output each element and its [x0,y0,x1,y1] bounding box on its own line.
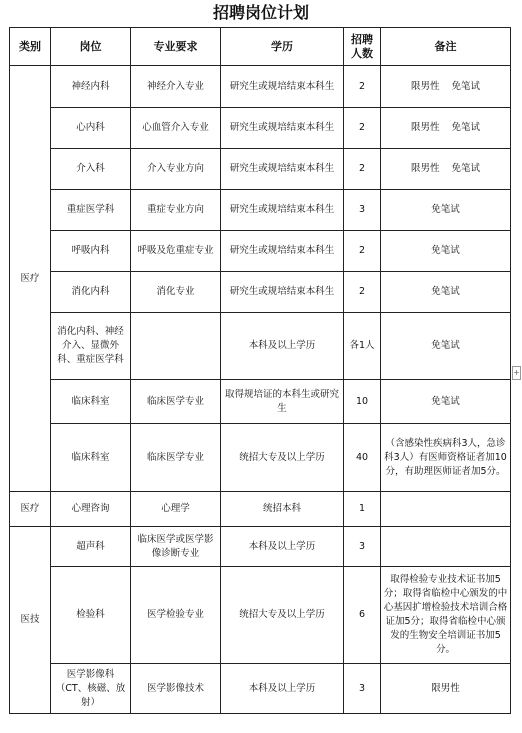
count-cell: 40 [344,424,381,492]
education-cell: 本科及以上学历 [221,313,344,380]
major-cell: 重症专业方向 [131,190,221,231]
education-cell: 本科及以上学历 [221,527,344,567]
remark-cell: 免笔试 [381,190,511,231]
position-cell: 介入科 [51,149,131,190]
table-row [10,527,511,567]
count-cell: 各1人 [344,313,381,380]
major-cell: 心理学 [131,492,221,527]
position-cell: 超声科 [51,527,131,567]
position-cell: 检验科 [51,567,131,664]
count-cell: 2 [344,149,381,190]
remark-cell: 免笔试 [381,272,511,313]
remark-cell: 免笔试 [381,231,511,272]
header-category: 类别 [10,28,51,66]
position-cell: 临床科室 [51,380,131,424]
table-row [10,149,511,190]
count-cell: 2 [344,272,381,313]
position-cell: 消化内科、神经介入、显微外科、重症医学科 [51,313,131,380]
header-count: 招聘人数 [344,28,381,66]
category-cell: 医技 [10,527,51,714]
education-cell: 统招大专及以上学历 [221,567,344,664]
remark-cell [381,492,511,527]
major-cell [131,313,221,380]
table-row [10,313,511,380]
count-cell: 2 [344,108,381,149]
table-row [10,272,511,313]
remark-cell: 限男性 [381,664,511,714]
position-cell: 心理咨询 [51,492,131,527]
count-cell: 3 [344,190,381,231]
remark-cell: 免笔试 [381,380,511,424]
table-row [10,664,511,714]
header-remark: 备注 [381,28,511,66]
table-row [10,424,511,492]
education-cell: 研究生或规培结束本科生 [221,272,344,313]
education-cell: 统招大专及以上学历 [221,424,344,492]
education-cell: 研究生或规培结束本科生 [221,231,344,272]
position-cell: 神经内科 [51,66,131,108]
position-cell: 呼吸内科 [51,231,131,272]
count-cell: 6 [344,567,381,664]
table-row [10,190,511,231]
table-row [10,66,511,108]
header-row [10,28,511,66]
expand-handle-icon[interactable]: + [512,366,521,380]
education-cell: 研究生或规培结束本科生 [221,190,344,231]
table-row [10,231,511,272]
category-cell: 医疗 [10,66,51,492]
education-cell: 取得规培证的本科生或研究生 [221,380,344,424]
major-cell: 临床医学或医学影像诊断专业 [131,527,221,567]
table-row [10,380,511,424]
major-cell: 神经介入专业 [131,66,221,108]
education-cell: 研究生或规培结束本科生 [221,149,344,190]
header-position: 岗位 [51,28,131,66]
page-title: 招聘岗位计划 [212,3,309,22]
major-cell: 临床医学专业 [131,424,221,492]
count-cell: 2 [344,66,381,108]
major-cell: 消化专业 [131,272,221,313]
header-education: 学历 [221,28,344,66]
major-cell: 医学影像技术 [131,664,221,714]
count-cell: 3 [344,664,381,714]
remark-cell: 限男性 免笔试 [381,108,511,149]
position-cell: 重症医学科 [51,190,131,231]
header-major: 专业要求 [131,28,221,66]
education-cell: 研究生或规培结束本科生 [221,66,344,108]
count-cell: 1 [344,492,381,527]
count-cell: 10 [344,380,381,424]
education-cell: 研究生或规培结束本科生 [221,108,344,149]
remark-cell: （含感染性疾病科3人，急诊科3人）有医师资格证者加10分，有助理医师证者加5分。 [381,424,511,492]
position-cell: 心内科 [51,108,131,149]
count-cell: 3 [344,527,381,567]
position-cell: 消化内科 [51,272,131,313]
table-row [10,108,511,149]
education-cell: 本科及以上学历 [221,664,344,714]
remark-cell: 取得检验专业技术证书加5分；取得省临检中心颁发的中心基因扩增检验技术培训合格证加5分；取得省临检中心颁发的生物安全培训证书加5分。 [381,567,511,664]
recruitment-table [9,27,511,714]
table-row [10,567,511,664]
major-cell: 心血管介入专业 [131,108,221,149]
table-row [10,492,511,527]
remark-cell: 免笔试 [381,313,511,380]
count-cell: 2 [344,231,381,272]
position-cell: 医学影像科（CT、核磁、放射） [51,664,131,714]
remark-cell: 限男性 免笔试 [381,66,511,108]
major-cell: 呼吸及危重症专业 [131,231,221,272]
category-cell: 医疗 [10,492,51,527]
major-cell: 临床医学专业 [131,380,221,424]
major-cell: 介入专业方向 [131,149,221,190]
major-cell: 医学检验专业 [131,567,221,664]
position-cell: 临床科室 [51,424,131,492]
remark-cell: 限男性 免笔试 [381,149,511,190]
remark-cell [381,527,511,567]
education-cell: 统招本科 [221,492,344,527]
